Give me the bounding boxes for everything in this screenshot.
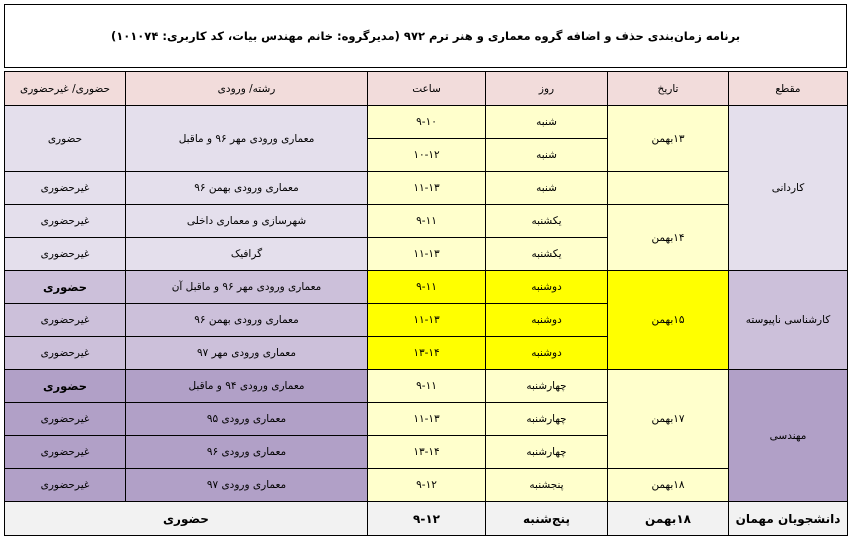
field-cell: معماری ورودی بهمن ۹۶ xyxy=(126,304,368,337)
date-cell xyxy=(608,172,729,205)
guest-mode: حضوری xyxy=(5,502,368,536)
date-cell: ۱۸بهمن xyxy=(608,469,729,502)
mode-cell: غیرحضوری xyxy=(5,403,126,436)
header-time: ساعت xyxy=(368,72,486,106)
day-cell: پنجشنبه xyxy=(486,469,608,502)
header-day: روز xyxy=(486,72,608,106)
field-cell: معماری ورودی بهمن ۹۶ xyxy=(126,172,368,205)
time-cell: ۹-۱۱ xyxy=(368,370,486,403)
mode-cell: حضوری xyxy=(5,271,126,304)
table-row xyxy=(5,172,848,205)
field-cell: معماری ورودی ۹۶ xyxy=(126,436,368,469)
guest-time: ۹-۱۲ xyxy=(368,502,486,536)
field-cell: معماری ورودی ۹۵ xyxy=(126,403,368,436)
field-cell: معماری ورودی مهر ۹۶ و ماقبل آن xyxy=(126,271,368,304)
day-cell: شنبه xyxy=(486,172,608,205)
time-cell: ۱۱-۱۳ xyxy=(368,403,486,436)
mode-cell: حضوری xyxy=(5,106,126,172)
table-row xyxy=(5,370,848,403)
day-cell: شنبه xyxy=(486,139,608,172)
time-cell: ۱۱-۱۳ xyxy=(368,172,486,205)
mode-cell: غیرحضوری xyxy=(5,205,126,238)
time-cell: ۱۳-۱۴ xyxy=(368,436,486,469)
time-cell: ۱۱-۱۳ xyxy=(368,238,486,271)
guest-date: ۱۸بهمن xyxy=(608,502,729,536)
guest-day: پنج‌شنبه xyxy=(486,502,608,536)
time-cell: ۱۳-۱۴ xyxy=(368,337,486,370)
time-cell: ۹-۱۱ xyxy=(368,271,486,304)
field-cell: گرافیک xyxy=(126,238,368,271)
guest-label: دانشجویان مهمان xyxy=(729,502,848,536)
day-cell: یکشنبه xyxy=(486,238,608,271)
mode-cell: غیرحضوری xyxy=(5,238,126,271)
header-row xyxy=(5,72,848,106)
mode-cell: غیرحضوری xyxy=(5,469,126,502)
time-cell: ۱۱-۱۳ xyxy=(368,304,486,337)
time-cell: ۹-۱۲ xyxy=(368,469,486,502)
table-row xyxy=(5,271,848,304)
field-cell: شهرسازی و معماری داخلی xyxy=(126,205,368,238)
time-cell: ۱۰-۱۲ xyxy=(368,139,486,172)
day-cell: چهارشنبه xyxy=(486,370,608,403)
schedule-table xyxy=(4,71,848,536)
table-row xyxy=(5,106,848,139)
level-mohandesi: مهندسی xyxy=(729,370,848,502)
day-cell: دوشنبه xyxy=(486,337,608,370)
header-field: رشته/ ورودی xyxy=(126,72,368,106)
table-row xyxy=(5,469,848,502)
table-row xyxy=(5,205,848,238)
day-cell: یکشنبه xyxy=(486,205,608,238)
day-cell: دوشنبه xyxy=(486,304,608,337)
header-date: تاریخ xyxy=(608,72,729,106)
time-cell: ۹-۱۱ xyxy=(368,205,486,238)
mode-cell: غیرحضوری xyxy=(5,172,126,205)
mode-cell: غیرحضوری xyxy=(5,337,126,370)
field-cell: معماری ورودی مهر ۹۶ و ماقبل xyxy=(126,106,368,172)
time-cell: ۹-۱۰ xyxy=(368,106,486,139)
date-cell: ۱۳بهمن xyxy=(608,106,729,172)
day-cell: چهارشنبه xyxy=(486,436,608,469)
date-cell: ۱۵بهمن xyxy=(608,271,729,370)
date-cell: ۱۴بهمن xyxy=(608,205,729,271)
guest-row xyxy=(5,502,848,536)
date-cell: ۱۷بهمن xyxy=(608,370,729,469)
header-mode: حضوری/ غیرحضوری xyxy=(5,72,126,106)
mode-cell: غیرحضوری xyxy=(5,436,126,469)
field-cell: معماری ورودی مهر ۹۷ xyxy=(126,337,368,370)
page-title: برنامه زمان‌بندی حذف و اضافه گروه معماری و هنر ترم ۹۷۲ (مدیرگروه: خانم مهندس بیات، کد کاربری: ۱۰۱۰۷۴) xyxy=(4,4,847,68)
day-cell: شنبه xyxy=(486,106,608,139)
day-cell: چهارشنبه xyxy=(486,403,608,436)
header-level: مقطع xyxy=(729,72,848,106)
mode-cell: حضوری xyxy=(5,370,126,403)
mode-cell: غیرحضوری xyxy=(5,304,126,337)
level-kardani: کاردانی xyxy=(729,106,848,271)
field-cell: معماری ورودی ۹۴ و ماقبل xyxy=(126,370,368,403)
field-cell: معماری ورودی ۹۷ xyxy=(126,469,368,502)
level-karshenasi: کارشناسی ناپیوسته xyxy=(729,271,848,370)
day-cell: دوشنبه xyxy=(486,271,608,304)
